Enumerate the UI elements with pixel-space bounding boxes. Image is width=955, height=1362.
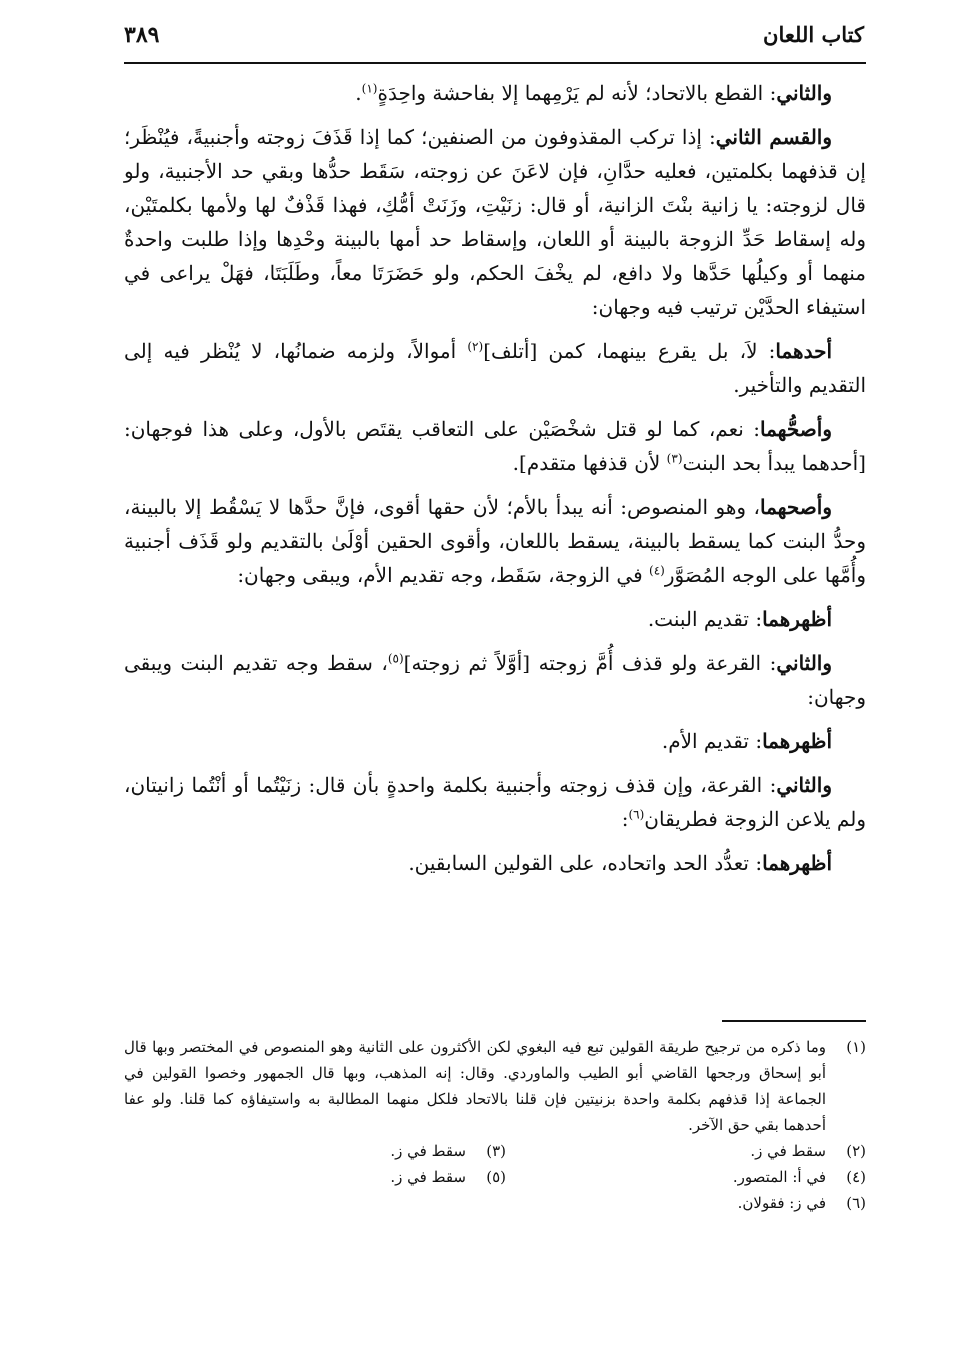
footnotes xyxy=(124,1034,866,1216)
footnote-number: (٣) xyxy=(486,1142,506,1160)
footnote-ref[interactable]: (٦) xyxy=(628,807,645,822)
body-text xyxy=(124,76,866,890)
paragraph-term: أظهرهما xyxy=(762,607,832,631)
footnote-text: في أ: المتصور. xyxy=(732,1168,826,1186)
page-header xyxy=(124,18,864,58)
paragraph xyxy=(124,120,866,324)
paragraph-text: : تقديم الأم. xyxy=(661,729,763,753)
footnote-number: (١) xyxy=(846,1038,866,1056)
paragraph-term: والثاني xyxy=(776,651,833,675)
footnote-text: سقط في ز. xyxy=(750,1142,826,1160)
footnote-number: (٥) xyxy=(486,1168,506,1186)
paragraph xyxy=(124,490,866,592)
footnote-5 xyxy=(146,1164,506,1190)
footnote-number: (٢) xyxy=(846,1142,866,1160)
footnote-text: وما ذكره من ترجيح طريقة القولين تبع فيه البغوي لكن الأكثرون على الثانية وهو المنصوص في المختصر وبها قال أبو إسحاق ورجحها القاضي أبو الطيب والماوردي. وقال: إنه المذهب، وبها قال الجمهور وخصوا القولين في الجماعة إذا قذفهم بكلمة واحدة بزنيتين فإن قلنا بالاتحاد فلكل منهما المطالبة به واستيفاؤه كما قلنا. ولو عفا أحدهما بقي حق الآخر. xyxy=(124,1038,826,1134)
header-rule xyxy=(124,62,866,64)
paragraph xyxy=(124,846,866,880)
paragraph-term: وأصحهما xyxy=(760,495,832,519)
paragraph-term: أحدهما xyxy=(775,339,833,363)
footnote-number: (٦) xyxy=(846,1194,866,1212)
footnote-ref[interactable]: (٣) xyxy=(666,451,683,466)
paragraph-term: والثاني xyxy=(776,773,832,797)
footnote-2 xyxy=(506,1138,866,1164)
page-number: ٣٨٩ xyxy=(124,22,160,48)
footnote-text: سقط في ز. xyxy=(390,1168,466,1186)
paragraph-text: : القرعة، وإن قذف زوجته وأجنبية بكلمة واحدةٍ بأن قال: زنَيْتُما أو أنْتُما زانيتان، ولم يلاعن الزوجة فطريقان xyxy=(124,773,866,831)
running-title: كتاب اللعان xyxy=(763,22,864,47)
paragraph-text: : القرعة ولو قذف أُمَّ زوجته [أوَّلاً ثم زوجته] xyxy=(403,651,777,675)
paragraph xyxy=(124,602,866,636)
paragraph-text: : xyxy=(621,807,629,831)
footnote-text: سقط في ز. xyxy=(390,1142,466,1160)
footnote-ref[interactable]: (٥) xyxy=(387,651,404,666)
footnote-6 xyxy=(506,1190,866,1216)
paragraph-text: أموالاً، ولزمه ضمانُها، لا يُنْظر فيه إلى التقديم والتأخير. xyxy=(124,339,866,397)
paragraph-text: : تعدُّد الحد واتحاده، على القولين السابقين. xyxy=(408,851,763,875)
paragraph xyxy=(124,334,866,402)
footnote-4 xyxy=(506,1164,866,1190)
footnote-ref[interactable]: (٢) xyxy=(467,339,484,354)
paragraph-text: : تقديم البنت. xyxy=(647,607,763,631)
paragraph-text: : إذا تركب المقذوفون من الصنفين؛ كما إذا قَذَفَ زوجته وأجنبيةً، فيُنْظَر؛ إن قذفهما بكلمتين، فعليه حدَّانِ، فإن لاعَنَ عن زوجته، سَقَط حدُّها وبقي حد الأجنبية، ولو قال لزوجته: يا زانية بنْتَ الزانية، أو قال: زنَيْتِ، وزَنَتْ أمُّكِ، فهذا قَذْفٌ لها ولأمها بكلمتَيْن، وله إسقاط حَدِّ الزوجة بالبينة أو اللعان، وإسقاط حد أمها بالبينة وحْدِها وإذا طلبت واحدةٌ منهما أو وكيلُها حَدَّها ولا دافع، لم يخْفَ الحكم، ولو حَضَرَتَا معاً، وطَلَبَتَا، فهَلْ يراعى في استيفاء الحدَّيْن ترتيب فيه وجهان: xyxy=(124,125,866,319)
paragraph-text: : لاَ، بل يقرع بينهما، كمن [أتلف] xyxy=(483,339,776,363)
paragraph-text: في الزوجة، سَقَط، وجه تقديم الأم، ويبقى وجهان: xyxy=(237,563,650,587)
paragraph-term: وأصحُّهما xyxy=(760,417,832,441)
paragraph xyxy=(124,724,866,758)
paragraph-text: . xyxy=(355,81,362,105)
paragraph xyxy=(124,646,866,714)
paragraph-text: ، سقط وجه تقديم البنت ويبقى وجهان: xyxy=(124,651,866,709)
footnote-rule xyxy=(722,1020,866,1022)
paragraph-text: ، وهو المنصوص: أنه يبدأ بالأم؛ لأن حقها أقوى، فإنَّ حدَّها لا يَسْقُط إلا بالبينة، وحدُّ البنت كما يسقط بالبينة، يسقط باللعان، وأقوى الحقين أوْلَىٰ بالتقديم ولو قَذَف أجنبية وأُمَّها على الوجه المُصَوَّر xyxy=(124,495,866,587)
footnote-text: في ز: فقولان. xyxy=(737,1194,826,1212)
paragraph xyxy=(124,768,866,836)
paragraph-term: والثاني xyxy=(776,81,832,105)
paragraph-term: أظهرهما xyxy=(762,851,832,875)
paragraph-term: والقسم الثاني xyxy=(715,125,832,149)
footnote-ref[interactable]: (٤) xyxy=(649,563,665,578)
paragraph xyxy=(124,76,866,110)
footnote-ref[interactable]: (١) xyxy=(361,81,378,96)
paragraph-term: أظهرهما xyxy=(762,729,832,753)
paragraph-text: : القطع بالاتحاد؛ لأنه لم يَرْمِهما إلا بفاحشة واحِدَةٍ xyxy=(377,81,777,105)
paragraph-text: : نعم، كما لو قتل شخْصَيْن على التعاقب يقتَص بالأول، وعلى هذا فوجهان: [أحدهما يبدأ بحد البنت xyxy=(124,417,866,475)
paragraph xyxy=(124,412,866,480)
footnote-3 xyxy=(146,1138,506,1164)
footnote-1 xyxy=(124,1034,866,1138)
footnote-number: (٤) xyxy=(846,1168,866,1186)
footnote-grid xyxy=(124,1138,866,1216)
paragraph-text: لأن قذفها متقدم]. xyxy=(512,451,667,475)
